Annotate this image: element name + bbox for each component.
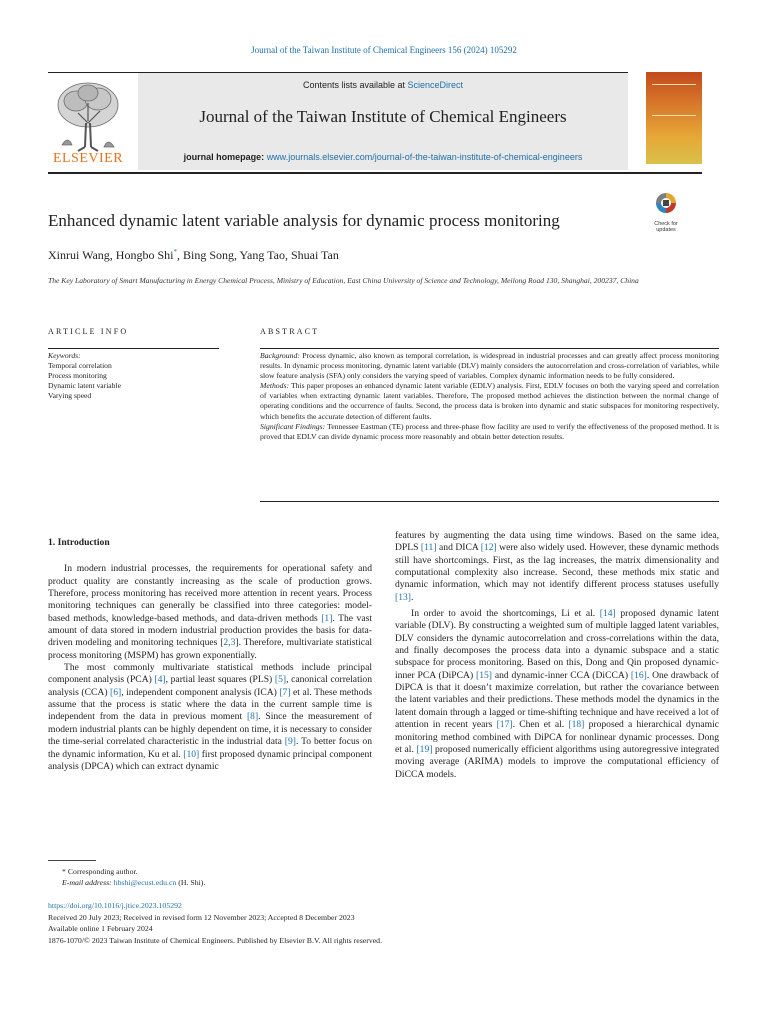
text-run: The most commonly multivariate statistical methods include principal component analysis (PCA) [48, 662, 372, 686]
keyword-item: Varying speed [48, 391, 92, 400]
text-run: features by augmenting the data using time windows. Based on the same idea, DPLS [395, 530, 719, 554]
cover-title-lines [652, 84, 696, 116]
citation-link[interactable]: [11] [420, 542, 437, 554]
body-column-right [395, 530, 719, 781]
text-run: first proposed dynamic principal component analysis (DPCA) which can extract dynamic [48, 748, 372, 772]
text-run: In order to avoid the shortcomings, Li et al. [411, 608, 600, 620]
article-title: Enhanced dynamic latent variable analysis for dynamic process monitoring [48, 211, 560, 230]
text-run: , partial least squares (PLS) [165, 674, 275, 686]
findings-text: Tennessee Eastman (TE) process and three-phase flow facility are used to verify the effectiveness of the proposed method. It is proved that EDLV can divide dynamic process more reasonably and obtain better detection results. [260, 421, 719, 441]
text-run: ]. Therefore, multivariate statistical process monitoring (MSPM) has grown exponentially. [48, 637, 372, 661]
citation-link[interactable]: [4] [154, 674, 166, 686]
authors-part-a: Xinrui Wang, Hongbo Shi [48, 248, 174, 262]
footnote-rule [48, 860, 96, 861]
keyword-item: Temporal correlation [48, 361, 112, 370]
text-run: . One drawback of DiPCA is that it doesn’t maximize correlation, but rather the covariance between the latent variables and their predictions. These methods model the dynamics in the latent domain through a lagged or time-shifting technique and have received a lot of attention in recent years [395, 669, 720, 731]
citation-link[interactable]: [14] [599, 608, 616, 620]
body-paragraph [395, 608, 719, 781]
journal-masthead [48, 73, 628, 170]
citation-link[interactable]: [15] [476, 669, 492, 681]
contents-line [138, 80, 628, 90]
citation-link[interactable]: 2,3 [223, 637, 236, 649]
abstract-background [260, 351, 719, 381]
abstract-findings [260, 422, 719, 442]
background-label: Background: [260, 351, 300, 360]
corresponding-author-mark[interactable]: * [173, 248, 177, 256]
doi-link[interactable]: https://doi.org/10.1016/j.jtice.2023.105292 [48, 901, 182, 910]
elsevier-logo[interactable] [48, 73, 128, 170]
text-run: . The vast amount of data stored in modern industrial production provides the basis for data-driven modeling and monitoring techniques [ [48, 612, 372, 649]
abstract-heading: ABSTRACT [260, 327, 320, 336]
text-run: and dynamic-inner CCA (DiCCA) [491, 669, 631, 681]
journal-title: Journal of the Taiwan Institute of Chemical Engineers [199, 107, 567, 126]
text-run: proposed a hierarchical dynamic monitoring method combined with DiPCA for nonlinear dynamic processes. Dong et al. [395, 719, 719, 755]
homepage-link[interactable]: www.journals.elsevier.com/journal-of-the-taiwan-institute-of-chemical-engineers [266, 152, 583, 162]
sciencedirect-link[interactable]: ScienceDirect [407, 80, 464, 90]
keyword-item: Process monitoring [48, 371, 107, 380]
keywords-label: Keywords: [48, 351, 81, 360]
citation-link[interactable]: [6] [110, 686, 122, 698]
journal-cover-image[interactable] [646, 72, 702, 164]
keyword-item: Dynamic latent variable [48, 381, 121, 390]
check-updates-label: Check for updates [654, 221, 678, 233]
abstract-rule [260, 348, 719, 349]
findings-label: Significant Findings: [260, 421, 326, 431]
email-label: E-mail address: [62, 878, 114, 888]
text-run: . [410, 591, 414, 603]
citation-link[interactable]: [1] [321, 612, 333, 624]
citation-link[interactable]: [19] [416, 743, 433, 755]
affiliation: The Key Laboratory of Smart Manufacturing in Energy Chemical Process, Ministry of Education, East China University of Science and Technology, Meilong Road 130, Shanghai, 200237, China [48, 276, 639, 285]
copyright-notice: 1876-1070/© 2023 Taiwan Institute of Chemical Engineers. Published by Elsevier B.V. All rights reserved. [48, 935, 383, 945]
body-paragraph [48, 563, 372, 662]
journal-citation[interactable]: Journal of the Taiwan Institute of Chemical Engineers 156 (2024) 105292 [251, 45, 517, 55]
email-link[interactable]: hbshi@ecust.edu.cn [113, 878, 177, 888]
homepage-line [138, 152, 628, 162]
body-paragraph [395, 530, 719, 604]
authors-part-b: , Bing Song, Yang Tao, Shuai Tan [176, 248, 339, 262]
citation-link[interactable]: [18] [568, 719, 585, 731]
abstract-methods [260, 381, 719, 421]
methods-label: Methods: [260, 381, 290, 391]
background-text: Process dynamic, also known as temporal correlation, is widespread in industrial processes and can greatly affect process monitoring results. In dynamic process monitoring, dynamic latent variable (DLV) mainly considers the autocorrelation and cross-correlation of variables, while slow feature analysis (SFA) only considers the varying speed of variables. Complex dynamic information needs to be fully considered. [260, 351, 719, 381]
homepage-label: journal homepage: [183, 152, 267, 162]
elsevier-tree-icon [48, 73, 128, 153]
text-run: . Chen et al. [512, 719, 569, 731]
masthead-bottom-rule [48, 172, 702, 174]
masthead-panel [138, 73, 628, 170]
article-info-rule [48, 348, 219, 349]
citation-link[interactable]: [8] [246, 711, 259, 723]
citation-link[interactable]: [7] [279, 686, 291, 698]
body-column-left [48, 537, 372, 773]
methods-text: This paper proposes an enhanced dynamic latent variable (EDLV) analysis. First, EDLV focuses on both the varying speed and correlation of variables when extracting dynamic latent variables. Therefore, The proposed method achieves the distinction between the normal change of operating conditions and the occurrence of faults. Second, the process data is broken into dynamic and static subspaces for monitoring respectively, which benefits the accurate detection of different faults. [260, 381, 719, 421]
introduction-heading: 1. Introduction [48, 537, 110, 548]
contents-prefix: Contents lists available at [302, 80, 408, 90]
citation-link[interactable]: [16] [630, 669, 647, 681]
check-updates-icon [655, 192, 677, 216]
elsevier-wordmark: ELSEVIER [52, 151, 124, 166]
publication-info [48, 900, 728, 946]
citation-link[interactable]: [5] [274, 674, 287, 686]
text-run: proposed dynamic latent variable (DLV). By constructing a weighted sum of multiple lagged latent variables, DLV considers the dynamic autocorrelation and cross-correlations within the data, and finally decomposes the process data into a dynamic subspace and a static subspace for process monitoring. Based on this, Dong and Qin proposed dynamic-inner PCA (DiPCA) [395, 608, 719, 681]
abstract-bottom-rule [260, 501, 719, 502]
citation-link[interactable]: [12] [480, 542, 497, 554]
available-online: Available online 1 February 2024 [48, 924, 153, 934]
citation-link[interactable]: [9] [284, 736, 296, 748]
email-suffix: (H. Shi). [176, 878, 206, 888]
text-run: proposed numerically efficient algorithms using autoregressive integrated moving average (ARIMA) models to improve the computational efficiency of DiCCA models. [395, 743, 719, 780]
text-run: . Since the measurement of modern industrial plants can be highly dependent on time, it is necessary to consider the time-serial correlated characteristic in the industrial data [48, 711, 373, 748]
footnotes [48, 866, 728, 889]
check-for-updates-button[interactable] [648, 192, 684, 232]
citation-link[interactable]: [17] [496, 719, 513, 731]
text-run: were also widely used. However, these dynamic methods still have shortcomings. First, as the lag increases, the matrix dimensionality and computational complexity also increase. Second, these methods mix static and dynamic information, which may not identify different process statuses usefully [395, 542, 720, 591]
author-list [48, 248, 339, 263]
citation-link[interactable]: [13] [395, 591, 411, 603]
text-run: In modern industrial processes, the requirements for operational safety and product quality are constantly increasing as the scale of production grows. Therefore, process monitoring has received more attention in recent years. Process monitoring techniques can generally be classified into three categories: model-based methods, knowledge-based methods, and data-driven methods [48, 563, 372, 624]
article-info-heading: ARTICLE INFO [48, 327, 129, 336]
citation-link[interactable]: [10] [183, 748, 200, 760]
text-run: et al. These methods assume that the process is static where the data in the current sample time is independent from the data in previous moment [48, 686, 372, 723]
body-paragraph [48, 662, 372, 773]
email-note [48, 877, 728, 888]
text-run: and DICA [436, 542, 481, 554]
abstract-text [260, 351, 719, 442]
text-run: , independent component analysis (ICA) [121, 686, 280, 698]
corresponding-author-note: * Corresponding author. [62, 867, 138, 876]
received-dates: Received 20 July 2023; Received in revised form 12 November 2023; Accepted 8 December 2023 [48, 912, 355, 922]
text-run: , canonical correlation analysis (CCA) [48, 674, 372, 698]
keywords-block [48, 351, 219, 401]
text-run: . To better focus on the dynamic information, Ku et al. [48, 736, 372, 760]
